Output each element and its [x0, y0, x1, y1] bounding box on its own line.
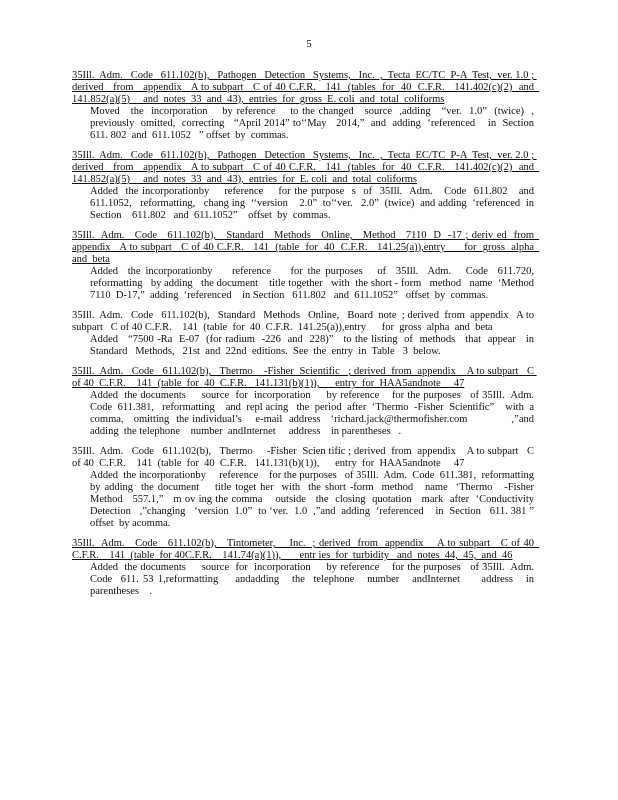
entry-note: Added the incorporationby reference for the purposes of 35Ill. Adm. Code 611.381, reformatting by adding the document title toget her with the short -form method name ‘Thermo -Fisher Method 557.1,” m ov ing the comma outside the closing quotation mark after ‘Conductivity Detection ,”changing ‘version 1.0” to ‘ver. 1.0 ,”and adding ‘referenced in Section 611. 381 ” offset by acomma.	[90, 470, 548, 529]
entry-note: Added the incorporationby reference for the purposes of 35Ill. Adm. Code 611.720, reformatting by adding the document title together with the short - form method name ‘Method 7110 D-17,” adding ‘referenced in Section 611.802 and 611.1052” offset by commas.	[90, 266, 545, 301]
document-body	[72, 70, 548, 606]
entry-heading: 35Ill. Adm. Code 611.102(b), Thermo -Fisher Scientific ; derived from appendix A to subpart C of 40 C.F.R. 141 (table for 40 C.F.R. 141.131(b)(1)), entry for HAA5andnote 47	[72, 366, 537, 389]
entry-heading: 35Ill. Adm. Code 611.102(b), Standard Methods Online, Board note ; derived from appendix A to subpart C of 40 C.F.R. 141 (table for 40 C.F.R. 141.25(a)),entry for gross alpha and beta	[72, 310, 537, 333]
entry-note: Moved the incorporation by reference to the changed source ,adding “ver. 1.0” (twice) , previously omitted, correcting “April 2014” to‘‘May 2014,” and adding ‘referenced in Section 611. 802 and 611.1052 ” offset by commas.	[90, 106, 542, 141]
entry-note: Added “7500 -Ra E-07 (for radium -226 and 228)” to the listing of methods that appear in Standard Methods, 21st and 22nd editions. See the entry in Table 3 below.	[90, 334, 540, 357]
entry-note: Added the incorporationby reference for the purpose s of 35Ill. Adm. Code 611.802 and 611.1052, reformatting, chang ing ‘‘version 2.0” to‘‘ver. 2.0” (twice) and adding ‘referenced in Section 611.802 and 611.1052” offset by commas.	[90, 186, 540, 221]
entry-1	[72, 70, 542, 142]
entry-4	[72, 310, 540, 358]
entry-note: Added the documents source for incorporation by reference for the purposes of 35Ill. Adm. Code 611.381, reformatting and repl acing the period after ‘Thermo -Fisher Scientific” with a comma, omitting the individual’s e-mail address ‘richard.jack@thermofisher.com ,”and adding the telephone number andInternet address in parentheses .	[90, 390, 540, 437]
entry-2	[72, 150, 540, 222]
entry-7	[72, 538, 540, 598]
entry-5	[72, 366, 540, 438]
entry-3	[72, 230, 545, 302]
page-number: 5	[306, 38, 312, 50]
entry-heading: 35Ill. Adm. Code 611.102(b), Thermo -Fisher Scien tific ; derived from appendix A to subpart C of 40 C.F.R. 141 (table for 40 C.F.R. 141.131(b)(1)), entry for HAA5andnote 47	[72, 446, 537, 469]
entry-heading: 35Ill. Adm. Code 611.102(b), Pathogen Detection Systems, Inc. , Tecta EC/TC P-A Test, ver. 2.0 ; derived from appendix A to subpart C of 40 C.F.R. 141 (tables for 40 C.F.R. 141.402(c)(2) and 141.852(a)(5) and notes 33 and 43), entries for E. coli and total coliforms	[72, 150, 540, 185]
entry-note: Added the documents source for incorporation by reference for the purposes of 35Ill. Adm. Code 611. 53 1,reformatting andadding the telephone number andInternet address in parentheses .	[90, 562, 540, 597]
entry-6	[72, 446, 548, 530]
entry-heading: 35Ill. Adm. Code 611.102(b), Tintometer, Inc. ; derived from appendix A to subpart C of 40 C.F.R. 141 (table for 40C.F.R. 141.74(a)(1)), entr ies for turbidity and notes 44, 45, and 46	[72, 538, 540, 561]
entry-heading: 35Ill. Adm. Code 611.102(b), Standard Methods Online, Method 7110 D -17 ; deriv ed from appendix A to subpart C of 40 C.F.R. 141 (table for 40 C.F.R. 141.25(a)),entry for gross alpha and beta	[72, 230, 540, 265]
entry-heading: 35Ill. Adm. Code 611.102(b), Pathogen Detection Systems, Inc. , Tecta EC/TC P-A Test, ver. 1.0 ; derived from appendix A to subpart C of 40 C.F.R. 141 (tables for 40 C.F.R. 141.402(c)(2) and 141.852(a)(5) and notes 33 and 43), entries for gross E. coli and total coliforms	[72, 70, 540, 105]
